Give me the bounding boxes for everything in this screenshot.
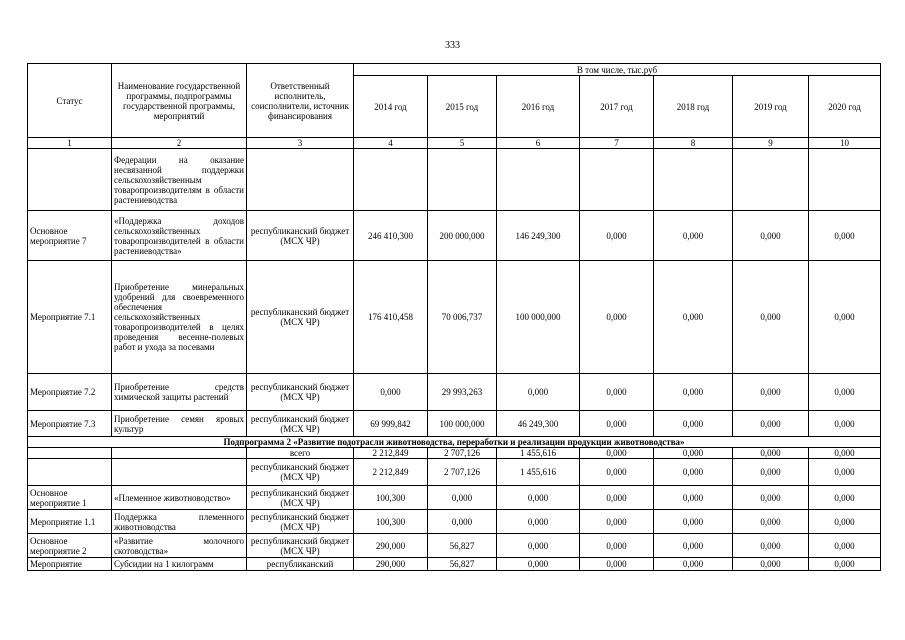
- value-cell: 200 000,000: [428, 211, 497, 261]
- table-row: [28, 534, 881, 558]
- value-cell: 0,000: [654, 448, 733, 459]
- value-cell: 0,000: [580, 510, 654, 534]
- value-cell: [428, 149, 497, 211]
- table-row: [28, 486, 881, 510]
- column-index: 1: [28, 138, 112, 149]
- name-cell: Приобретение минеральных удобрений для своевременного обеспечения сельскохозяйственных товаропроизводителей в целях проведения весенне-полевых работ и ухода за посевами: [112, 261, 247, 374]
- value-cell: 0,000: [809, 486, 881, 510]
- source-cell: всего: [247, 448, 354, 459]
- table-row: [28, 374, 881, 411]
- source-cell: республиканский бюджет (МСХ ЧР): [247, 411, 354, 437]
- name-cell: Федерации на оказание несвязанной поддержки сельскохозяйственным товаропроизводителям в области растениеводства: [112, 149, 247, 211]
- table-row: [28, 149, 881, 211]
- source-cell: республиканский бюджет (МСХ ЧР): [247, 534, 354, 558]
- column-index-row: [28, 138, 881, 149]
- subprogram-title: Подпрограмма 2 «Развитие подотрасли животноводства, переработки и реализации продукции животноводства»: [28, 437, 881, 448]
- name-cell: Поддержка племенного животноводства: [112, 510, 247, 534]
- source-cell: [247, 149, 354, 211]
- status-cell: Мероприятие: [28, 558, 112, 571]
- value-cell: 69 999,842: [354, 411, 428, 437]
- value-cell: 0,000: [654, 510, 733, 534]
- value-cell: 100,300: [354, 510, 428, 534]
- header-status: Статус: [28, 64, 112, 138]
- value-cell: 0,000: [809, 374, 881, 411]
- value-cell: 1 455,616: [497, 459, 580, 486]
- value-cell: 0,000: [354, 374, 428, 411]
- value-cell: 2 707,126: [428, 448, 497, 459]
- value-cell: 146 249,300: [497, 211, 580, 261]
- value-cell: 2 212,849: [354, 448, 428, 459]
- value-cell: 0,000: [809, 534, 881, 558]
- value-cell: 0,000: [809, 211, 881, 261]
- column-index: 6: [497, 138, 580, 149]
- column-index: 4: [354, 138, 428, 149]
- source-cell: республиканский бюджет (МСХ ЧР): [247, 211, 354, 261]
- status-cell: Мероприятие 7.1: [28, 261, 112, 374]
- value-cell: 0,000: [580, 261, 654, 374]
- value-cell: 0,000: [580, 558, 654, 571]
- value-cell: [580, 149, 654, 211]
- value-cell: 0,000: [809, 510, 881, 534]
- value-cell: 0,000: [497, 534, 580, 558]
- status-cell: Основное мероприятие 7: [28, 211, 112, 261]
- table-row: [28, 411, 881, 437]
- value-cell: [654, 149, 733, 211]
- header-group: В том числе, тыс.руб: [354, 64, 881, 76]
- value-cell: [733, 149, 809, 211]
- status-cell: Мероприятие 7.3: [28, 411, 112, 437]
- name-cell: «Развитие молочного скотоводства»: [112, 534, 247, 558]
- value-cell: 2 707,126: [428, 459, 497, 486]
- value-cell: [497, 149, 580, 211]
- name-cell: [112, 448, 247, 459]
- source-cell: республиканский: [247, 558, 354, 571]
- value-cell: 29 993,263: [428, 374, 497, 411]
- header-row-top: [28, 64, 881, 76]
- value-cell: 0,000: [809, 261, 881, 374]
- value-cell: 290,000: [354, 534, 428, 558]
- value-cell: 1 455,616: [497, 448, 580, 459]
- value-cell: 0,000: [654, 211, 733, 261]
- header-year: 2015 год: [428, 76, 497, 138]
- table-row: [28, 211, 881, 261]
- value-cell: 0,000: [497, 510, 580, 534]
- value-cell: 0,000: [580, 486, 654, 510]
- value-cell: 0,000: [733, 510, 809, 534]
- value-cell: 46 249,300: [497, 411, 580, 437]
- value-cell: 0,000: [733, 411, 809, 437]
- value-cell: 0,000: [809, 558, 881, 571]
- header-responsible: Ответственный исполнитель, соисполнители, источник финансирования: [247, 64, 354, 138]
- table-row: [28, 558, 881, 571]
- value-cell: 0,000: [580, 211, 654, 261]
- name-cell: Приобретение семян яровых культур: [112, 411, 247, 437]
- name-cell: «Племенное животноводство»: [112, 486, 247, 510]
- value-cell: 2 212,849: [354, 459, 428, 486]
- status-cell: Мероприятие 1.1: [28, 510, 112, 534]
- source-cell: республиканский бюджет (МСХ ЧР): [247, 510, 354, 534]
- column-index: 7: [580, 138, 654, 149]
- value-cell: 0,000: [733, 261, 809, 374]
- value-cell: 0,000: [580, 411, 654, 437]
- value-cell: 0,000: [809, 448, 881, 459]
- value-cell: 0,000: [497, 486, 580, 510]
- value-cell: 0,000: [428, 510, 497, 534]
- value-cell: 0,000: [580, 374, 654, 411]
- value-cell: 0,000: [428, 486, 497, 510]
- value-cell: 0,000: [733, 448, 809, 459]
- value-cell: 0,000: [580, 534, 654, 558]
- column-index: 9: [733, 138, 809, 149]
- table-row: [28, 459, 881, 486]
- table-row: [28, 448, 881, 459]
- value-cell: 0,000: [654, 411, 733, 437]
- name-cell: Субсидии на 1 килограмм: [112, 558, 247, 571]
- value-cell: 0,000: [497, 558, 580, 571]
- budget-table: [27, 63, 881, 571]
- value-cell: 246 410,300: [354, 211, 428, 261]
- value-cell: 0,000: [497, 374, 580, 411]
- header-year: 2016 год: [497, 76, 580, 138]
- value-cell: 56,827: [428, 558, 497, 571]
- column-index: 5: [428, 138, 497, 149]
- value-cell: 0,000: [654, 374, 733, 411]
- source-cell: республиканский бюджет (МСХ ЧР): [247, 374, 354, 411]
- header-name: Наименование государственной программы, подпрограммы государственной программы, мероприятий: [112, 64, 247, 138]
- column-index: 8: [654, 138, 733, 149]
- status-cell: Основное мероприятие 2: [28, 534, 112, 558]
- table-row: [28, 261, 881, 374]
- status-cell: Основное мероприятие 1: [28, 486, 112, 510]
- page-number: 333: [445, 40, 460, 51]
- value-cell: 290,000: [354, 558, 428, 571]
- source-cell: республиканский бюджет (МСХ ЧР): [247, 486, 354, 510]
- value-cell: 0,000: [654, 534, 733, 558]
- value-cell: 0,000: [733, 486, 809, 510]
- value-cell: 0,000: [733, 211, 809, 261]
- value-cell: 0,000: [654, 459, 733, 486]
- value-cell: 0,000: [733, 374, 809, 411]
- value-cell: 176 410,458: [354, 261, 428, 374]
- column-index: 3: [247, 138, 354, 149]
- value-cell: 70 006,737: [428, 261, 497, 374]
- value-cell: 56,827: [428, 534, 497, 558]
- header-year: 2014 год: [354, 76, 428, 138]
- header-year: 2017 год: [580, 76, 654, 138]
- name-cell: Приобретение средств химической защиты растений: [112, 374, 247, 411]
- status-cell: [28, 459, 112, 486]
- table-row: [28, 510, 881, 534]
- value-cell: 0,000: [733, 459, 809, 486]
- header-year: 2020 год: [809, 76, 881, 138]
- value-cell: 0,000: [809, 459, 881, 486]
- column-index: 10: [809, 138, 881, 149]
- value-cell: 0,000: [654, 486, 733, 510]
- status-cell: [28, 448, 112, 459]
- value-cell: 100 000,000: [497, 261, 580, 374]
- source-cell: республиканский бюджет (МСХ ЧР): [247, 459, 354, 486]
- status-cell: Мероприятие 7.2: [28, 374, 112, 411]
- value-cell: [809, 149, 881, 211]
- value-cell: 100,300: [354, 486, 428, 510]
- name-cell: [112, 459, 247, 486]
- value-cell: 100 000,000: [428, 411, 497, 437]
- status-cell: [28, 149, 112, 211]
- column-index: 2: [112, 138, 247, 149]
- value-cell: 0,000: [654, 261, 733, 374]
- value-cell: 0,000: [733, 558, 809, 571]
- value-cell: 0,000: [654, 558, 733, 571]
- value-cell: 0,000: [580, 459, 654, 486]
- value-cell: 0,000: [733, 534, 809, 558]
- table-body: [28, 64, 881, 571]
- name-cell: «Поддержка доходов сельскохозяйственных товаропроизводителей в области растениеводства»: [112, 211, 247, 261]
- value-cell: 0,000: [580, 448, 654, 459]
- source-cell: республиканский бюджет (МСХ ЧР): [247, 261, 354, 374]
- value-cell: 0,000: [809, 411, 881, 437]
- header-year: 2018 год: [654, 76, 733, 138]
- subprogram-row: [28, 437, 881, 448]
- value-cell: [354, 149, 428, 211]
- header-year: 2019 год: [733, 76, 809, 138]
